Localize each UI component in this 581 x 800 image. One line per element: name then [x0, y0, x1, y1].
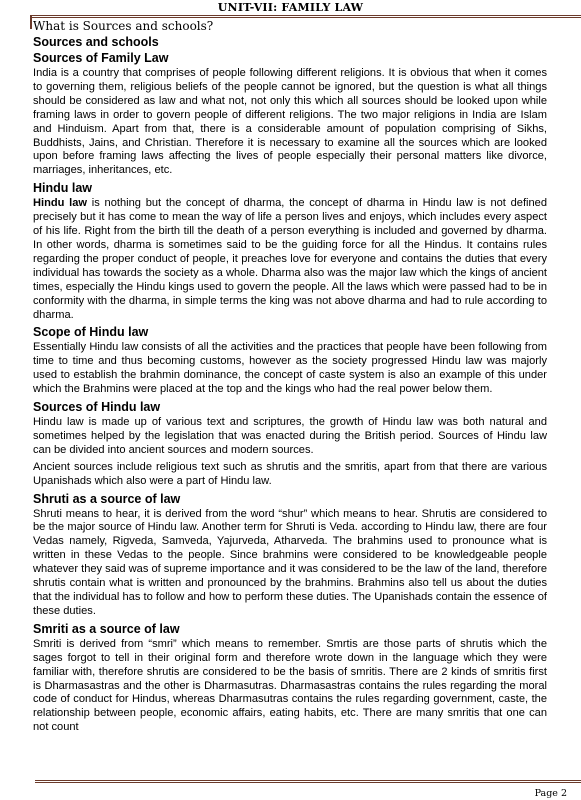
unit-header: UNIT-VII: FAMILY LAW	[217, 1, 364, 14]
paragraph-sources-of-hindu-law-1: Hindu law is made up of various text and scriptures, the growth of Hindu law was both natural and sometimes helped by the legislation that was enacted during the British period. Sources of Hindu law can be divided into ancient sources and modern sources.	[33, 416, 547, 456]
paragraph-scope-of-hindu-law: Essentially Hindu law consists of all the activities and the practices that people have been following from time to time and thus becoming customs, however as the society progressed Hindu law was majorly used to establish the brahmin dominance, the concept of caste system is also an example of this under which the Brahmins were placed at the top and the kings who had the real power below them.	[33, 341, 547, 396]
paragraph-shruti: Shruti means to hear, it is derived from the word “shur” which means to hear. Shrutis are considered to be the major source of Hindu law. Another term for Shruti is Veda. according to Hindu law, there are four Vedas namely, Rigveda, Samveda, Yajurveda, Atharveda. The brahmins used to pronounce what is written in these Vedas to the people. Since brahmins were considered to be knowledgeable people whatever they said was of supreme importance and it was considered to be the law of the land, therefore shrutis contain what is written and pronounced by the brahmins. Brahmins also tell us about the duties that the individual has to follow and how to perform these duties. The Upanishads contain the essence of these duties.	[33, 507, 547, 617]
page-number: Page 2	[534, 788, 567, 799]
heading-sources-of-hindu-law: Sources of Hindu law	[33, 400, 161, 415]
footer-rule	[35, 780, 581, 783]
paragraph-hindu-law	[33, 197, 547, 322]
paragraph-sources-of-family-law: India is a country that comprises of people following different religions. It is obvious that when it comes to governing them, religious beliefs of the people cannot be ignored, but the question is what all things should be considered as law and what not, not only this which all sources should be looked upon while framing laws in order to govern people of different religions. The two major religions in India are Islam and Hinduism. Apart from that, there is a considerable amount of population comprising of Sikhs, Buddhists, Jains, and Christian. Therefore it is necessary to examine all the sources which are looked upon before framing laws affecting the lives of people especially their personal matters like divorce, marriages, inheritances, etc.	[33, 67, 547, 177]
question-text: What is Sources and schools?	[33, 19, 214, 33]
heading-smriti: Smriti as a source of law	[33, 621, 180, 636]
hindu-law-text: is nothing but the concept of dharma, the concept of dharma in Hindu law is not defined precisely but it has come to mean the way of life a person lives and enjoys, which includes every aspect of his life. Right from the birth till the death of a person everything is included and governed by dharma. In other words, dharma is sometimes said to be the guiding force for all the Hindus. It contains rules regarding the proper conduct of people, it preaches love for everyone and contains the duties that every individual has towards the society as a whole. Dharma also was the major law which the kings of ancient times, especially the Hindu kings used to govern the people. All the laws which were passed had to be in conformity with the dharma, in simple terms the king was not above dharma and had to rule according to dharma.	[33, 197, 547, 321]
heading-sources-and-schools: Sources and schools	[33, 35, 159, 49]
paragraph-smriti: Smriti is derived from “smri” which means to remember. Smrtis are those parts of shrutis which the sages forgot to tell in their original form and therefore wrote down in the language which they were familiar with, therefore shrutis are considered to be the basis of smritis. There are 2 kinds of smritis first is Dharmasastras and the other is Dharmasutras. Dharmasastras contains the rules regarding the moral code of conduct for Hindus, whereas Dharmasutras contains the rules regarding government, caste, the relationship between people, economic affairs, eating habits, etc. There are many smritis that one can not count	[33, 637, 547, 734]
heading-scope-of-hindu-law: Scope of Hindu law	[33, 325, 149, 340]
heading-shruti: Shruti as a source of law	[33, 491, 181, 506]
hindu-law-lead: Hindu law	[33, 197, 88, 210]
heading-sources-of-family-law: Sources of Family Law	[33, 51, 169, 65]
heading-hindu-law: Hindu law	[33, 181, 93, 196]
document-body	[33, 34, 547, 737]
paragraph-sources-of-hindu-law-2: Ancient sources include religious text such as shrutis and the smritis, apart from that there are various Upanishads which also were a part of Hindu law.	[33, 460, 547, 487]
